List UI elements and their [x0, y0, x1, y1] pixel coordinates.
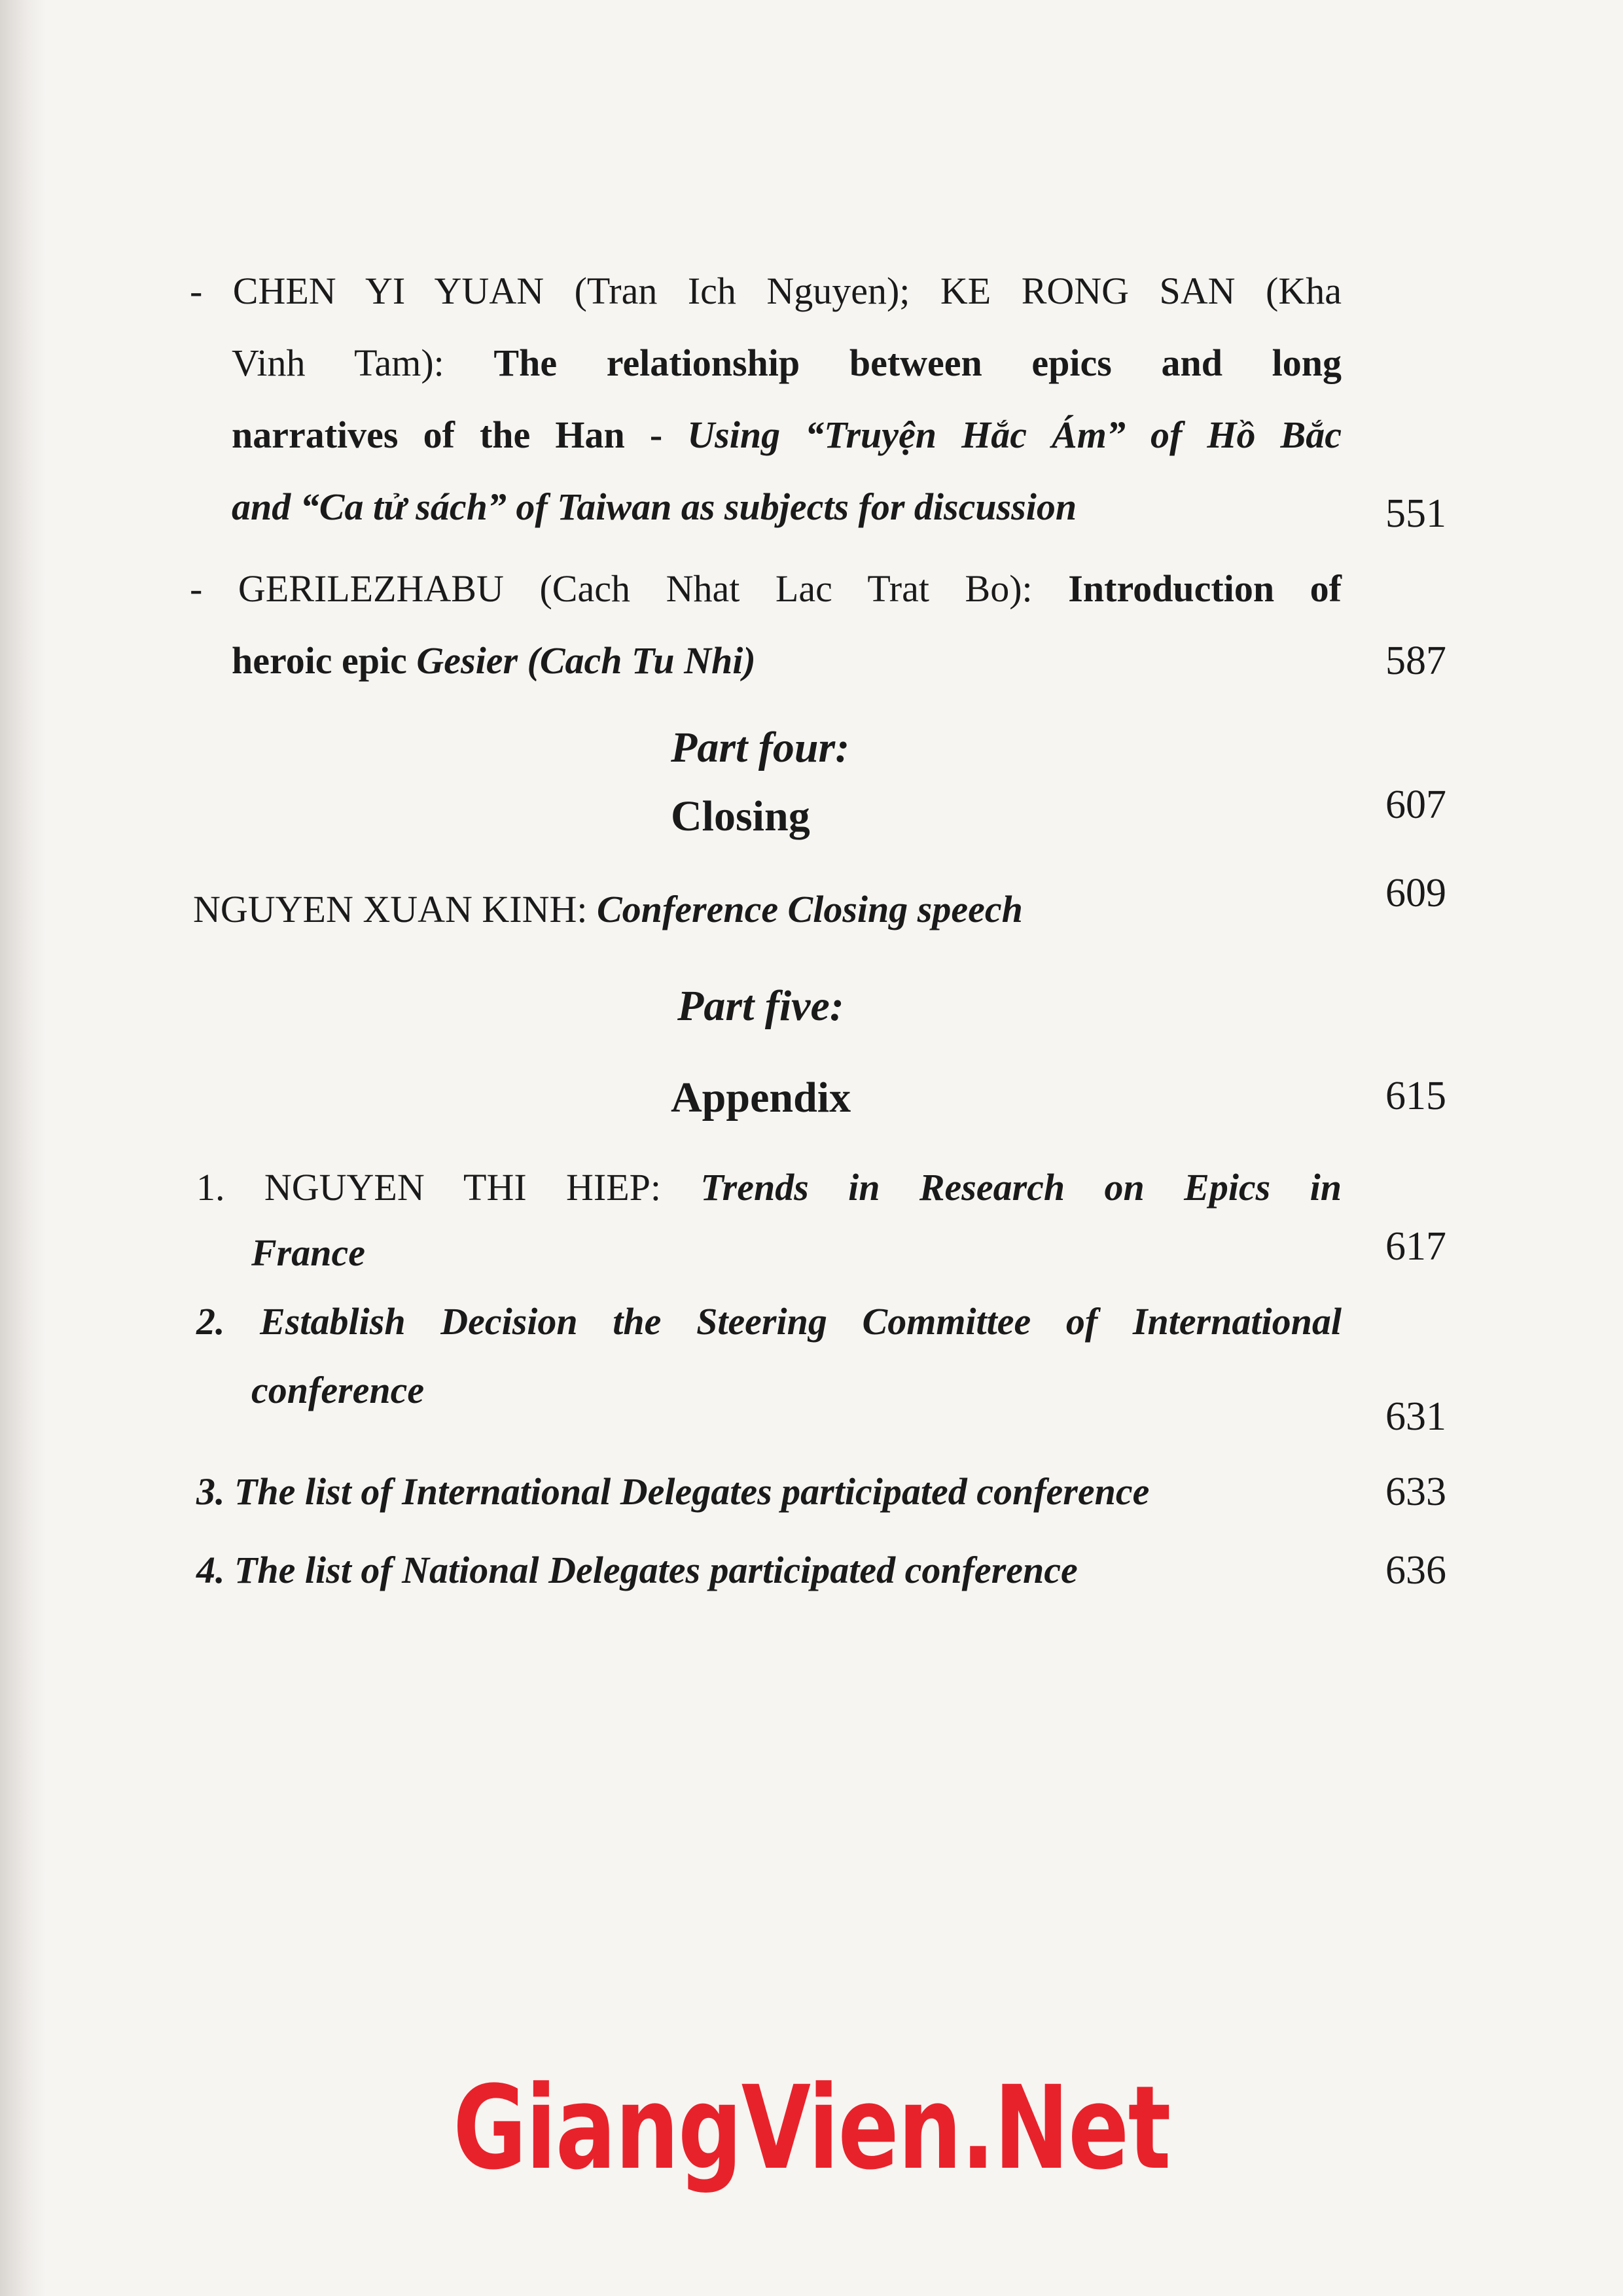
author-text: 1. NGUYEN THI HIEP:: [196, 1166, 701, 1209]
title-text: heroic epic: [232, 639, 417, 682]
part-four-title: Closing: [671, 792, 810, 840]
subtitle-text: Using “Truyện Hắc Ám” of Hồ Bắc: [687, 414, 1342, 456]
page-number: 609: [1385, 871, 1446, 915]
page-number: 631: [1385, 1394, 1446, 1439]
title-text: France: [251, 1231, 365, 1274]
part-four-label: Part four:: [671, 724, 850, 771]
toc-entry-gerilezhabu: [190, 553, 1342, 697]
title-text: 3. The list of International Delegates participated conference: [196, 1470, 1150, 1513]
title-text: 4. The list of National Delegates participated conference: [196, 1549, 1078, 1591]
title-text: narratives of the Han -: [232, 414, 688, 456]
title-text: The relationship between epics and long: [493, 342, 1342, 384]
toc-entry-chen-yi-yuan: [190, 255, 1342, 543]
subtitle-text: and “Ca tử sách” of Taiwan as subjects for discussion: [232, 486, 1077, 528]
toc-entry-line: [196, 1152, 1342, 1224]
author-text: - GERILEZHABU (Cach Nhat Lac Trat Bo):: [190, 567, 1069, 610]
author-text: NGUYEN XUAN KINH:: [193, 888, 597, 930]
title-text: 2. Establish Decision the Steering Committee of International: [196, 1300, 1342, 1343]
toc-entry-appendix-4: [196, 1534, 1348, 1606]
toc-entry-appendix-2: [196, 1286, 1342, 1423]
page-edge-shadow: [0, 0, 46, 2296]
toc-entry-appendix-1: [196, 1152, 1342, 1282]
page-number: 636: [1385, 1548, 1446, 1593]
title-text: Trends in Research on Epics in: [700, 1166, 1342, 1209]
toc-entry-line: [190, 625, 1342, 697]
watermark-text: GiangVien.Net: [453, 2061, 1170, 2195]
toc-entry-line: [193, 874, 1345, 945]
subtitle-text: Gesier (Cach Tu Nhi): [416, 639, 756, 682]
page-number: 615: [1385, 1074, 1446, 1118]
page-number: 607: [1385, 783, 1446, 827]
toc-entry-line: [190, 553, 1342, 625]
page-number: 633: [1385, 1470, 1446, 1514]
toc-entry-closing-speech: [193, 874, 1345, 945]
title-text: Introduction of: [1068, 567, 1342, 610]
page-number: 587: [1385, 639, 1446, 683]
toc-entry-appendix-3: [196, 1456, 1348, 1528]
title-text: conference: [251, 1369, 425, 1411]
title-text: Conference Closing speech: [597, 888, 1023, 930]
toc-entry-line: - CHEN YI YUAN (Tran Ich Nguyen); KE RONG SAN (Kha: [190, 270, 1342, 312]
page-number: 617: [1385, 1224, 1446, 1269]
toc-entry-line: [190, 399, 1342, 471]
part-five-label: Part five:: [677, 982, 844, 1030]
page-number: 551: [1385, 491, 1446, 536]
part-five-title: Appendix: [671, 1074, 851, 1122]
author-text: Vinh Tam):: [232, 342, 494, 384]
toc-entry-line: [190, 327, 1342, 399]
